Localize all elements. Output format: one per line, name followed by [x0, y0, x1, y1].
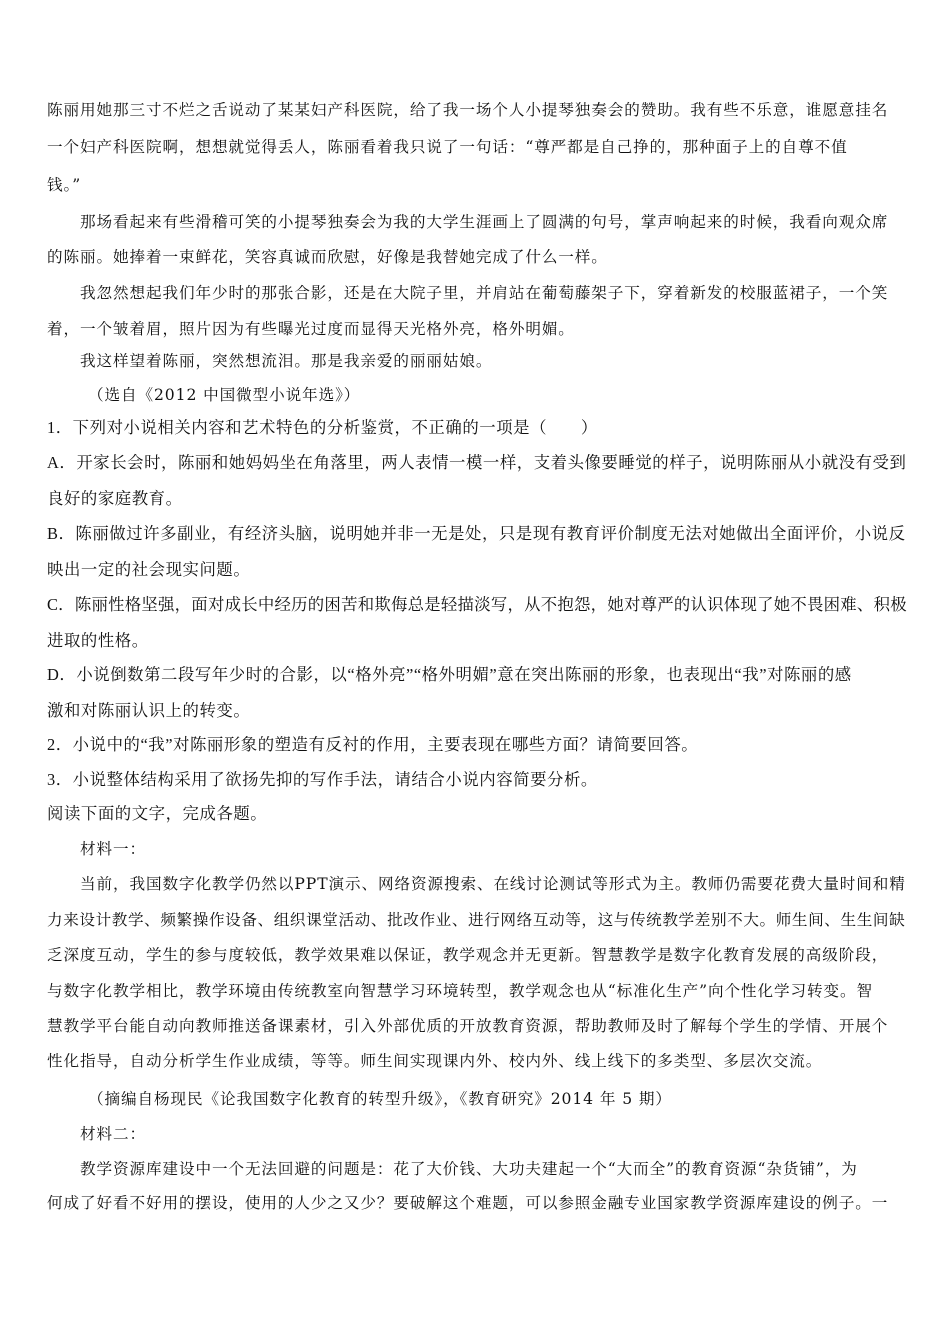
- story-line-8: 我这样望着陈丽，突然想流泪。那是我亲爱的丽丽姑娘。: [80, 352, 493, 370]
- story-line-4: 那场看起来有些滑稽可笑的小提琴独奏会为我的大学生涯画上了圆满的句号，掌声响起来的时候，我看向观众席: [80, 213, 889, 231]
- material-1-heading: 材料一：: [80, 840, 146, 858]
- reading-instruction: 阅读下面的文字，完成各题。: [47, 804, 268, 823]
- material-1-line-6: 性化指导，自动分析学生作业成绩，等等。师生间实现课内外、校内外、线上线下的多类型、多层次交流。: [47, 1052, 823, 1070]
- question-1: 1．下列对小说相关内容和艺术特色的分析鉴赏，不正确的一项是（ ）: [47, 418, 598, 437]
- material-1-line-2: 力来设计教学、频繁操作设备、组织课堂活动、批改作业、进行网络互动等，这与传统教学差别不大。师生间、生生间缺: [47, 911, 906, 929]
- question-3: 3．小说整体结构采用了欲扬先抑的写作手法，请结合小说内容简要分析。: [47, 770, 598, 789]
- option-d-line-2: 激和对陈丽认识上的转变。: [47, 701, 251, 720]
- story-line-5: 的陈丽。她捧着一束鲜花，笑容真诚而欣慰，好像是我替她完成了什么一样。: [47, 248, 608, 266]
- question-2: 2．小说中的“我”对陈丽形象的塑造有反衬的作用，主要表现在哪些方面？请简要回答。: [47, 735, 699, 754]
- story-line-6: 我忽然想起我们年少时的那张合影，还是在大院子里，并肩站在葡萄藤架子下，穿着新发的校服蓝裙子，一个笑: [80, 284, 889, 302]
- material-2-heading: 材料二：: [80, 1125, 146, 1143]
- story-line-1: 陈丽用她那三寸不烂之舌说动了某某妇产科医院，给了我一场个人小提琴独奏会的赞助。我有些不乐意，谁愿意挂名: [47, 101, 889, 119]
- story-line-7: 着，一个皱着眉，照片因为有些曝光过度而显得天光格外亮，格外明媚。: [47, 320, 575, 338]
- option-b-line-2: 映出一定的社会现实问题。: [47, 560, 251, 579]
- story-source: （选自《2012 中国微型小说年选》）: [88, 386, 361, 404]
- material-1-line-4: 与数字化教学相比，教学环境由传统教室向智慧学习环境转型，教学观念也从“标准化生产”向个性化学习转变。智: [47, 982, 873, 1000]
- material-1-line-1: 当前，我国数字化教学仍然以PPT演示、网络资源搜索、在线讨论测试等形式为主。教师仍需要花费大量时间和精: [80, 875, 906, 893]
- story-line-2: 一个妇产科医院啊，想想就觉得丢人，陈丽看着我只说了一句话：“尊严都是自己挣的，那种面子上的自尊不值: [47, 138, 848, 156]
- option-c-line-2: 进取的性格。: [47, 631, 149, 650]
- material-2-line-2: 何成了好看不好用的摆设，使用的人少之又少？要破解这个难题，可以参照金融专业国家教学资源库建设的例子。一: [47, 1194, 889, 1212]
- option-d-line-1: D．小说倒数第二段写年少时的合影，以“格外亮”“格外明媚”意在突出陈丽的形象，也表现出“我”对陈丽的感: [47, 665, 852, 684]
- material-1-line-5: 慧教学平台能自动向教师推送备课素材，引入外部优质的开放教育资源，帮助教师及时了解每个学生的学情、开展个: [47, 1017, 889, 1035]
- option-a-line-1: A．开家长会时，陈丽和她妈妈坐在角落里，两人表情一模一样，支着头像要睡觉的样子，说明陈丽从小就没有受到: [47, 453, 907, 472]
- option-c-line-1: C．陈丽性格坚强，面对成长中经历的困苦和欺侮总是轻描淡写，从不抱怨，她对尊严的认识体现了她不畏困难、积极: [47, 595, 907, 614]
- option-a-line-2: 良好的家庭教育。: [47, 489, 183, 508]
- material-1-source: （摘编自杨现民《论我国数字化教育的转型升级》，《教育研究》2014 年 5 期）: [88, 1090, 672, 1108]
- option-b-line-1: B．陈丽做过许多副业，有经济头脑，说明她并非一无是处，只是现有教育评价制度无法对她做出全面评价，小说反: [47, 524, 906, 543]
- material-1-line-3: 乏深度互动，学生的参与度较低，教学效果难以保证，教学观念并无更新。智慧教学是数字化教育发展的高级阶段，: [47, 946, 889, 964]
- material-2-line-1: 教学资源库建设中一个无法回避的问题是：花了大价钱、大功夫建起一个“大而全”的教育资源“杂货铺”，为: [80, 1160, 858, 1178]
- story-line-3: 钱。”: [47, 176, 82, 194]
